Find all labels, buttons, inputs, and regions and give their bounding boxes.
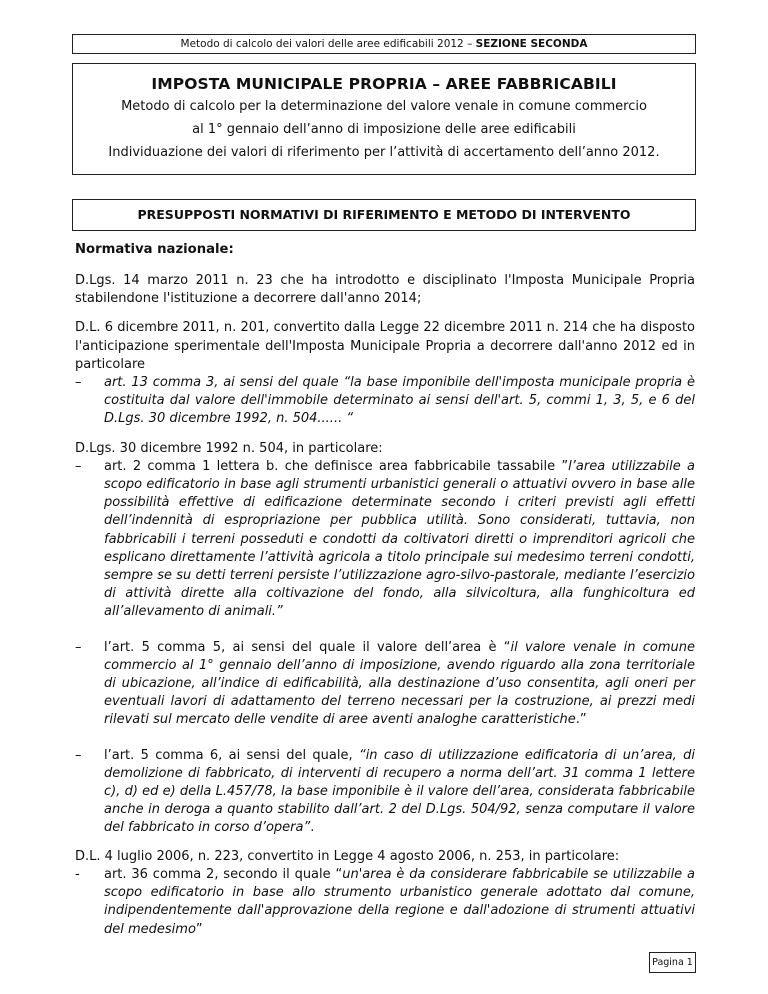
bullet-dash: – — [75, 747, 82, 763]
bullet-dash: – — [75, 639, 82, 655]
header-text: Metodo di calcolo dei valori delle aree edificabili 2012 – — [180, 38, 473, 50]
title-line-1: Metodo di calcolo per la determinazione del valore venale in comune commercio — [121, 99, 647, 114]
bullet-dash: – — [75, 458, 82, 474]
bullet-art2 — [75, 458, 695, 622]
bullet-text-italic: “in caso di utilizzazione edificatoria di un’area, di demolizione di fabbricato, di interventi di recupero a norma dell’art. 31 comma 1 lettere c), d) ed e) della L.457/78, la base imponibile è il valore dell’area, considerata fabbricabile anche in deroga a quanto stabilito dall’art. 2 del D.Lgs. 504/92, senza computare il valore del fabbricato in corso d’opera” — [104, 747, 695, 836]
bullet-art5-comma5 — [75, 639, 695, 730]
title-line-2: al 1° gennaio dell’anno di imposizione delle aree edificabili — [192, 122, 576, 137]
bullet-text: art. 13 comma 3, ai sensi del quale “la base imponibile dell'imposta municipale propria è costituita dal valore dell'immobile determinato ai sensi dell'art. 5, commi 1, 3, 5, e 6 del D.Lgs. 30 dicembre 1992, n. 504...... “ — [104, 375, 695, 427]
bullet-text-plain: art. 36 comma 2, secondo il quale “ — [104, 866, 343, 882]
document-title: IMPOSTA MUNICIPALE PROPRIA – AREE FABBRICABILI — [151, 75, 617, 93]
paragraph-dl-2011: D.L. 6 dicembre 2011, n. 201, convertito dalla Legge 22 dicembre 2011 n. 214 che ha disposto l'anticipazione sperimentale dell'Imposta Municipale Propria a decorrere dall'anno 2012 ed in particolare — [75, 320, 695, 372]
header-section: SEZIONE SECONDA — [475, 38, 588, 50]
bullet-text-italic: un'area è da considerare fabbricabile se utilizzabile a scopo edificatorio in base allo strumento urbanistico generale adottato dal comune, indipendentemente dall'approvazione della regione e dall'adozione di strumenti attuativi del medesimo — [104, 866, 695, 937]
bullet-art13 — [75, 374, 695, 429]
paragraph-dl-2006: D.L. 4 luglio 2006, n. 223, convertito in Legge 4 agosto 2006, n. 253, in particolare: — [75, 848, 620, 864]
running-header — [72, 34, 696, 54]
bullet-text-plain: art. 2 comma 1 lettera b. che definisce area fabbricabile tassabile ” — [104, 458, 569, 474]
paragraph-dlgs-2011: D.Lgs. 14 marzo 2011 n. 23 che ha introdotto e disciplinato l'Imposta Municipale Propria stabilendone l'istituzione a decorrere dall'anno 2014; — [75, 273, 695, 307]
title-line-3: Individuazione dei valori di riferimento per l’attività di accertamento dell’anno 2012. — [108, 145, 660, 160]
bullet-art5-comma6 — [75, 747, 695, 838]
title-box — [72, 63, 696, 175]
heading-normativa-nazionale: Normativa nazionale: — [75, 242, 234, 257]
bullet-text-plain: l’art. 5 comma 5, ai sensi del quale il valore dell’area è “ — [104, 639, 511, 655]
section-title: PRESUPPOSTI NORMATIVI DI RIFERIMENTO E METODO DI INTERVENTO — [72, 199, 696, 231]
document-body — [75, 240, 695, 939]
bullet-text-italic: l’area utilizzabile a scopo edificatorio in base agli strumenti urbanistici generali o attuativi ovvero in base alle possibilità effettive di edificazione determinate secondo i criteri previsti agli effetti dell’indennità di espropriazione per pubblica utilità. Sono considerati, tuttavia, non fabbricabili i terreni posseduti e condotti da coltivatori diretti o imprenditori agricoli che esplicano direttamente l’attività agricola a titolo principale sui medesimo terreni condotti, sempre se su detti terreni persiste l’utilizzazione agro-silvo-pastorale, mediante l’esercizio di attività dirette alla coltivazione del fondo, alla silvicoltura, alla funghicoltura ed all’allevamento di animali.” — [104, 458, 696, 620]
bullet-text-end: . — [310, 820, 315, 836]
bullet-art36 — [75, 866, 695, 939]
bullet-dash: - — [75, 866, 80, 882]
bullet-text-italic: il valore venale in comune commercio al 1° gennaio dell’anno di imposizione, avendo riguardo alla zona territoriale di ubicazione, all’indice di edificabilità, alla destinazione d’uso consentita, agli oneri per eventuali lavori di adattamento del terreno necessari per la costruzione, ai prezzi medi rilevati sul mercato delle vendite di aree aventi analoghe caratteristiche — [104, 639, 696, 728]
bullet-text-end: .” — [575, 712, 587, 728]
paragraph-dlgs-1992: D.Lgs. 30 dicembre 1992 n. 504, in particolare: — [75, 440, 383, 456]
page-number: Pagina 1 — [649, 952, 696, 973]
bullet-text-end: ” — [195, 921, 203, 937]
bullet-dash: – — [75, 375, 82, 391]
bullet-text-plain: l’art. 5 comma 6, ai sensi del quale, — [104, 747, 359, 763]
